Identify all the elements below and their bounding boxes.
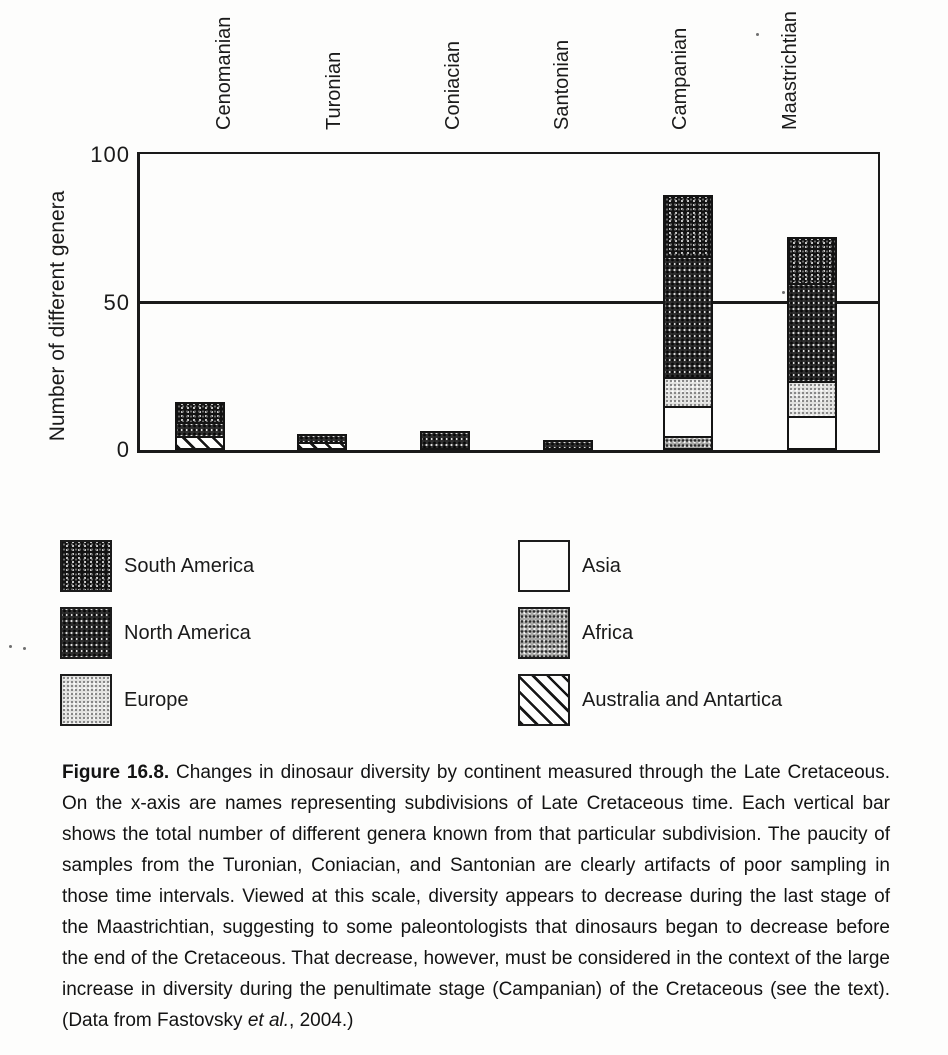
bar-turonian <box>297 434 347 450</box>
legend-label-australia_antarctica: Australia and Antartica <box>582 689 783 711</box>
scan-speck <box>23 647 26 650</box>
bar-santonian <box>543 440 593 450</box>
stage-label-santonian: Santonian <box>551 39 573 130</box>
bar-segment-north_america <box>177 422 223 437</box>
bar-segment-south_america <box>177 404 223 422</box>
legend-label-north_america: North America <box>124 622 251 644</box>
y-tick-100: 100 <box>90 142 130 167</box>
bar-maastrichtian <box>787 237 837 450</box>
bar-segment-asia <box>665 406 711 436</box>
bar-segment-australia_antarctica <box>299 442 345 448</box>
figure-caption <box>62 757 890 1036</box>
legend-label-africa: Africa <box>582 622 634 644</box>
caption-etal: et al. <box>247 1010 290 1031</box>
bar-segment-europe <box>665 377 711 407</box>
legend-label-south_america: South America <box>124 555 255 577</box>
bar-coniacian <box>420 431 470 450</box>
gridline-50 <box>137 301 880 304</box>
legend-label-asia: Asia <box>582 555 621 577</box>
stage-label-cenomanian: Cenomanian <box>213 16 235 130</box>
bar-segment-europe <box>789 381 835 416</box>
scan-speck <box>782 291 785 294</box>
figure-label: Figure 16.8. <box>62 762 170 783</box>
bar-segment-north_america <box>665 256 711 377</box>
scan-speck <box>756 33 759 36</box>
legend-swatch-australia_antarctica <box>518 674 570 726</box>
bar-segment-south_america <box>789 239 835 283</box>
stage-label-maastrichtian: Maastrichtian <box>779 11 801 130</box>
bar-segment-australia_antarctica <box>177 436 223 448</box>
legend-swatch-europe <box>60 674 112 726</box>
stage-label-coniacian: Coniacian <box>442 41 464 130</box>
legend-label-europe: Europe <box>124 689 189 711</box>
scan-speck <box>9 645 12 648</box>
bar-segment-south_america <box>665 197 711 256</box>
bar-segment-north_america <box>545 442 591 448</box>
legend-swatch-asia <box>518 540 570 592</box>
stage-label-campanian: Campanian <box>669 27 691 130</box>
legend-swatch-south_america <box>60 540 112 592</box>
bar-segment-asia <box>789 416 835 448</box>
y-axis-title: Number of different genera <box>46 190 69 442</box>
stage-label-turonian: Turonian <box>323 51 345 130</box>
bar-segment-north_america <box>789 283 835 380</box>
y-tick-50: 50 <box>103 290 130 315</box>
legend-swatch-north_america <box>60 607 112 659</box>
caption-text: Changes in dinosaur diversity by continent measured through the Late Cretaceous. On the x-axis are names representing subdivisions of Late Cretaceous time. Each vertical bar shows the total number of different genera known from that particular subdivision. The paucity of samples from the Turonian, Coniacian, and Santonian are clearly artifacts of poor sampling in those time intervals. Viewed at this scale, diversity appears to decrease during the last stage of the Maastrichtian, suggesting to some paleontologists that dinosaurs began to decrease before the end of the Cretaceous. That decrease, however, must be considered in the context of the large increase in diversity during the penultimate stage (Campanian) of the Cretaceous (see the text). (Data from Fastovsky <box>62 762 890 1031</box>
bar-segment-africa <box>665 436 711 448</box>
bar-campanian <box>663 195 713 450</box>
caption-text-end: , 2004.) <box>289 1010 354 1031</box>
bar-segment-north_america <box>422 433 468 448</box>
y-tick-0: 0 <box>116 437 130 462</box>
bar-cenomanian <box>175 402 225 450</box>
legend-swatch-africa <box>518 607 570 659</box>
